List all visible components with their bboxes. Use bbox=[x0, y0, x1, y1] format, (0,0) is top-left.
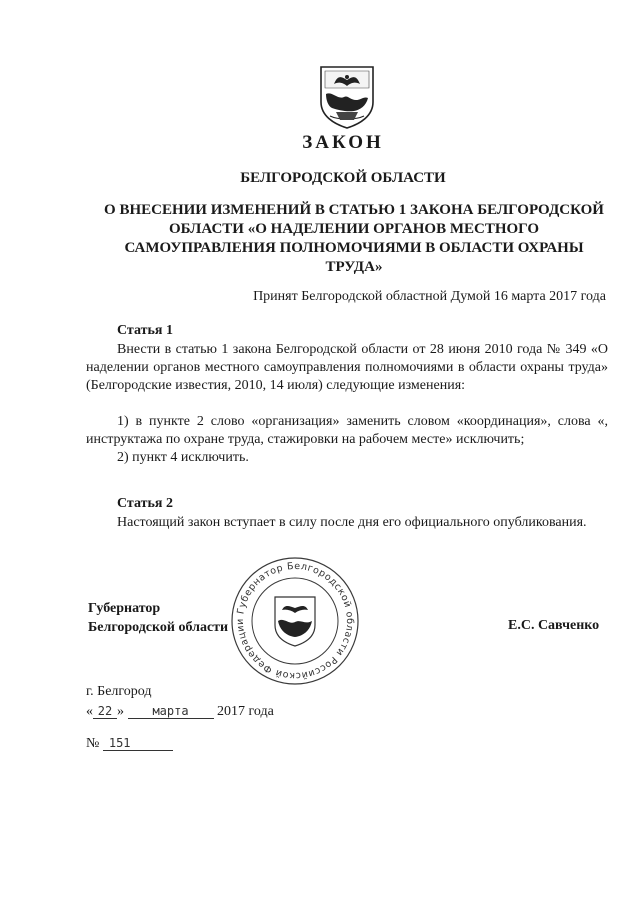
signatory-position bbox=[88, 599, 228, 637]
official-seal bbox=[229, 555, 361, 687]
position-line: Белгородской области bbox=[88, 620, 229, 635]
article-2-text: Настоящий закон вступает в силу после дня его официального опубликования. bbox=[117, 515, 587, 530]
signing-date bbox=[86, 704, 274, 720]
region-title: БЕЛГОРОДСКОЙ ОБЛАСТИ bbox=[240, 170, 446, 186]
coat-of-arms-emblem bbox=[318, 64, 376, 130]
heading-line: ОБЛАСТИ «О НАДЕЛЕНИИ ОРГАНОВ МЕСТНОГО bbox=[168, 221, 540, 237]
law-heading bbox=[104, 201, 604, 277]
date-close-quote: » bbox=[117, 704, 124, 719]
signing-place: г. Белгород bbox=[86, 684, 152, 699]
number-value: 151 bbox=[103, 737, 173, 751]
heading-line: О ВНЕСЕНИИ ИЗМЕНЕНИЙ В СТАТЬЮ 1 ЗАКОНА БЕЛГОРОДСКОЙ bbox=[104, 202, 604, 218]
law-number bbox=[86, 736, 173, 752]
signatory-name: Е.С. Савченко bbox=[508, 618, 600, 633]
date-year: 2017 года bbox=[217, 704, 274, 719]
adoption-note: Принят Белгородской областной Думой 16 марта 2017 года bbox=[253, 289, 606, 304]
number-label: № bbox=[86, 736, 100, 751]
document-type-title: ЗАКОН bbox=[302, 132, 384, 153]
heading-line: САМОУПРАВЛЕНИЯ ПОЛНОМОЧИЯМИ В ОБЛАСТИ ОХРАНЫ bbox=[124, 240, 584, 256]
article-1-title: Статья 1 bbox=[117, 323, 173, 338]
article-2-title: Статья 2 bbox=[117, 496, 173, 511]
date-day: 22 bbox=[93, 705, 117, 719]
article-1-item-1: 1) в пункте 2 слово «организация» заменить словом «координация», слова «, инструктажа по охране труда, стажировки на рабочем месте» исключить; bbox=[86, 414, 608, 447]
date-open-quote: « bbox=[86, 704, 93, 719]
article-1-item-2: 2) пункт 4 исключить. bbox=[117, 450, 249, 465]
article-1-intro: Внести в статью 1 закона Белгородской области от 28 июня 2010 года № 349 «О наделении органов местного самоуправления полномочиями в области охраны труда» (Белгородские известия, 2010, 14 июля) следующие изменения: bbox=[86, 342, 608, 393]
position-line: Губернатор bbox=[88, 601, 161, 616]
heading-line: ТРУДА» bbox=[325, 259, 383, 275]
date-month: марта bbox=[128, 705, 214, 719]
svg-text:Губернатор Белгородской област: Губернатор Белгородской области Российской Федерации bbox=[234, 560, 356, 682]
